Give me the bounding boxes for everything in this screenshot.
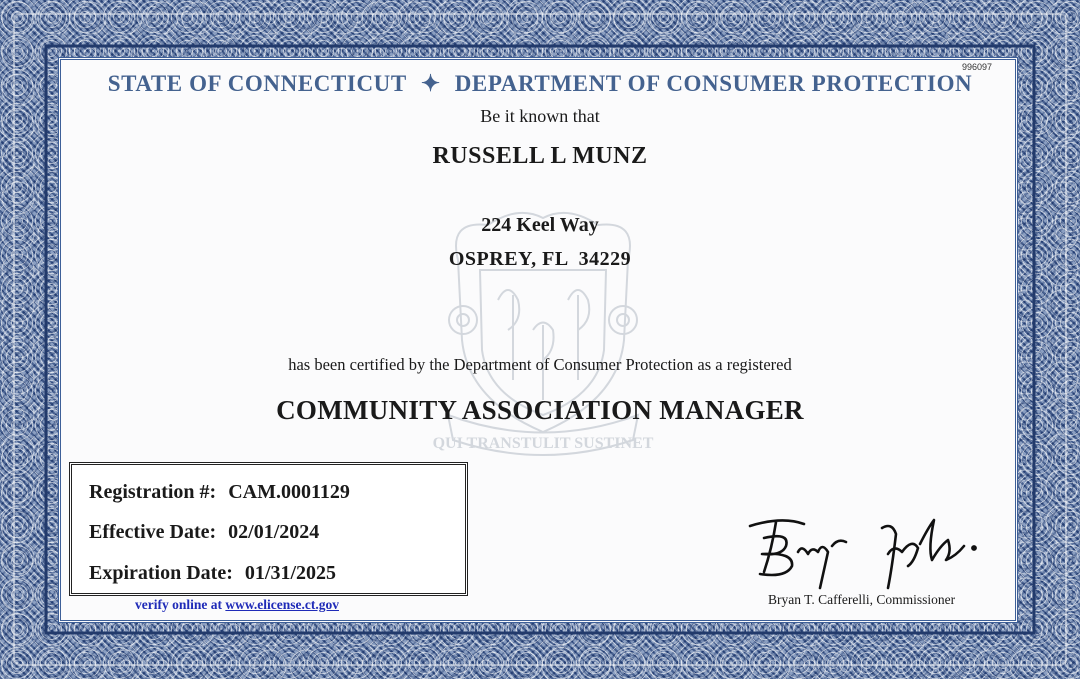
- effective-date-row: [89, 521, 319, 544]
- effective-date-value: 02/01/2024: [228, 521, 320, 543]
- verify-prefix: verify online at: [135, 597, 226, 612]
- expiration-date-value: 01/31/2025: [244, 562, 337, 584]
- expiration-date-label: Expiration Date:: [89, 562, 233, 584]
- expiration-date-row: [89, 562, 336, 585]
- registration-box: [69, 462, 468, 596]
- license-title: COMMUNITY ASSOCIATION MANAGER: [276, 395, 804, 425]
- verify-online: [135, 597, 339, 613]
- commissioner-signature: [742, 508, 992, 596]
- header-department: DEPARTMENT OF CONSUMER PROTECTION: [454, 71, 973, 96]
- registration-row: [89, 481, 350, 504]
- registration-label: Registration #:: [89, 481, 217, 503]
- star-icon: ✦: [420, 71, 441, 96]
- address-line-1: 224 Keel Way: [481, 214, 599, 236]
- state-seal-watermark: [428, 200, 658, 470]
- holder-name: RUSSELL L MUNZ: [432, 143, 648, 169]
- registration-number: CAM.0001129: [228, 481, 350, 503]
- certificate-header: [0, 71, 1080, 97]
- certified-statement: has been certified by the Department of Consumer Protection as a registered: [288, 355, 792, 374]
- form-id: 996097: [961, 62, 992, 72]
- verify-link[interactable]: www.elicense.ct.gov: [225, 597, 339, 612]
- seal-motto: QUI TRANSTULIT SUSTINET: [432, 435, 654, 452]
- address-line-2: OSPREY, FL 34229: [448, 248, 632, 270]
- intro-text: Be it known that: [480, 106, 600, 126]
- effective-date-label: Effective Date:: [89, 521, 217, 543]
- commissioner-name: Bryan T. Cafferelli, Commissioner: [768, 592, 956, 607]
- header-state: STATE OF CONNECTICUT: [107, 71, 407, 96]
